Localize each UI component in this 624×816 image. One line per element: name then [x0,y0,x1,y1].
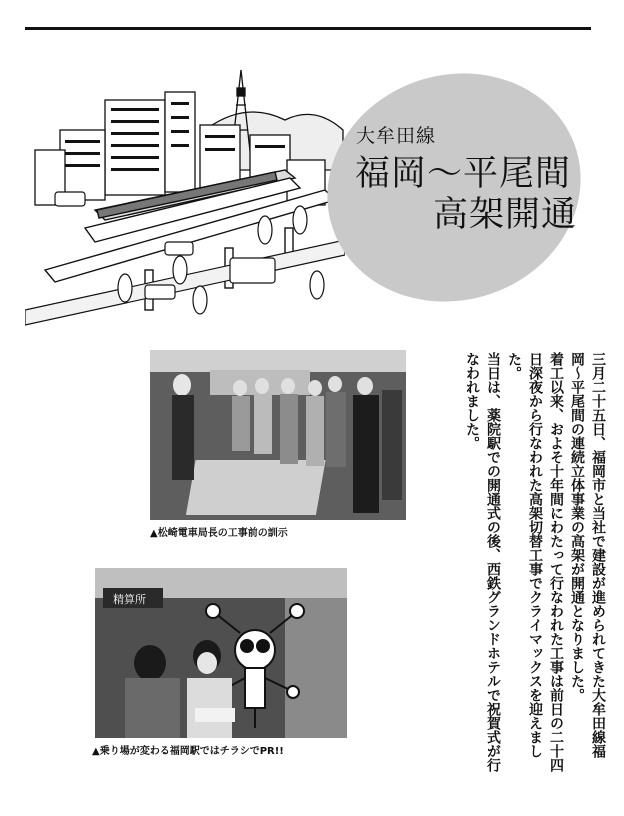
photo-caption-briefing: ▲松崎電車局長の工事前の訓示 [150,528,288,539]
photo-briefing [150,350,406,520]
sign-text: 精算所 [113,593,146,606]
body-paragraph: 当日は、薬院駅での開通式の後、西鉄グランドホテルで祝賀式が行なわれました。 [464,352,501,772]
photo-station-pr [95,568,347,738]
body-paragraph: 着工以来、およそ十年間にわたって行なわれた工事は前日の二十四日深夜から行なわれた高架切替工事でクライマックスを迎えました。 [506,352,564,772]
article-body [418,352,608,782]
article-title-line2: 高架開通 [433,195,578,235]
elevated-railway-illustration [25,60,345,330]
body-paragraph: 三月二十五日、福岡市と当社で建設が進められてきた大牟田線福岡〜平尾間の連続立体事業の高架が開通となりました。 [569,352,606,758]
top-rule [25,27,591,30]
article-subtitle: 大牟田線 [356,125,437,147]
photo-caption-station-pr: ▲乗り場が変わる福岡駅ではチラシでPR!! [92,746,284,757]
article-title-line1: 福岡〜平尾間 [355,154,572,194]
